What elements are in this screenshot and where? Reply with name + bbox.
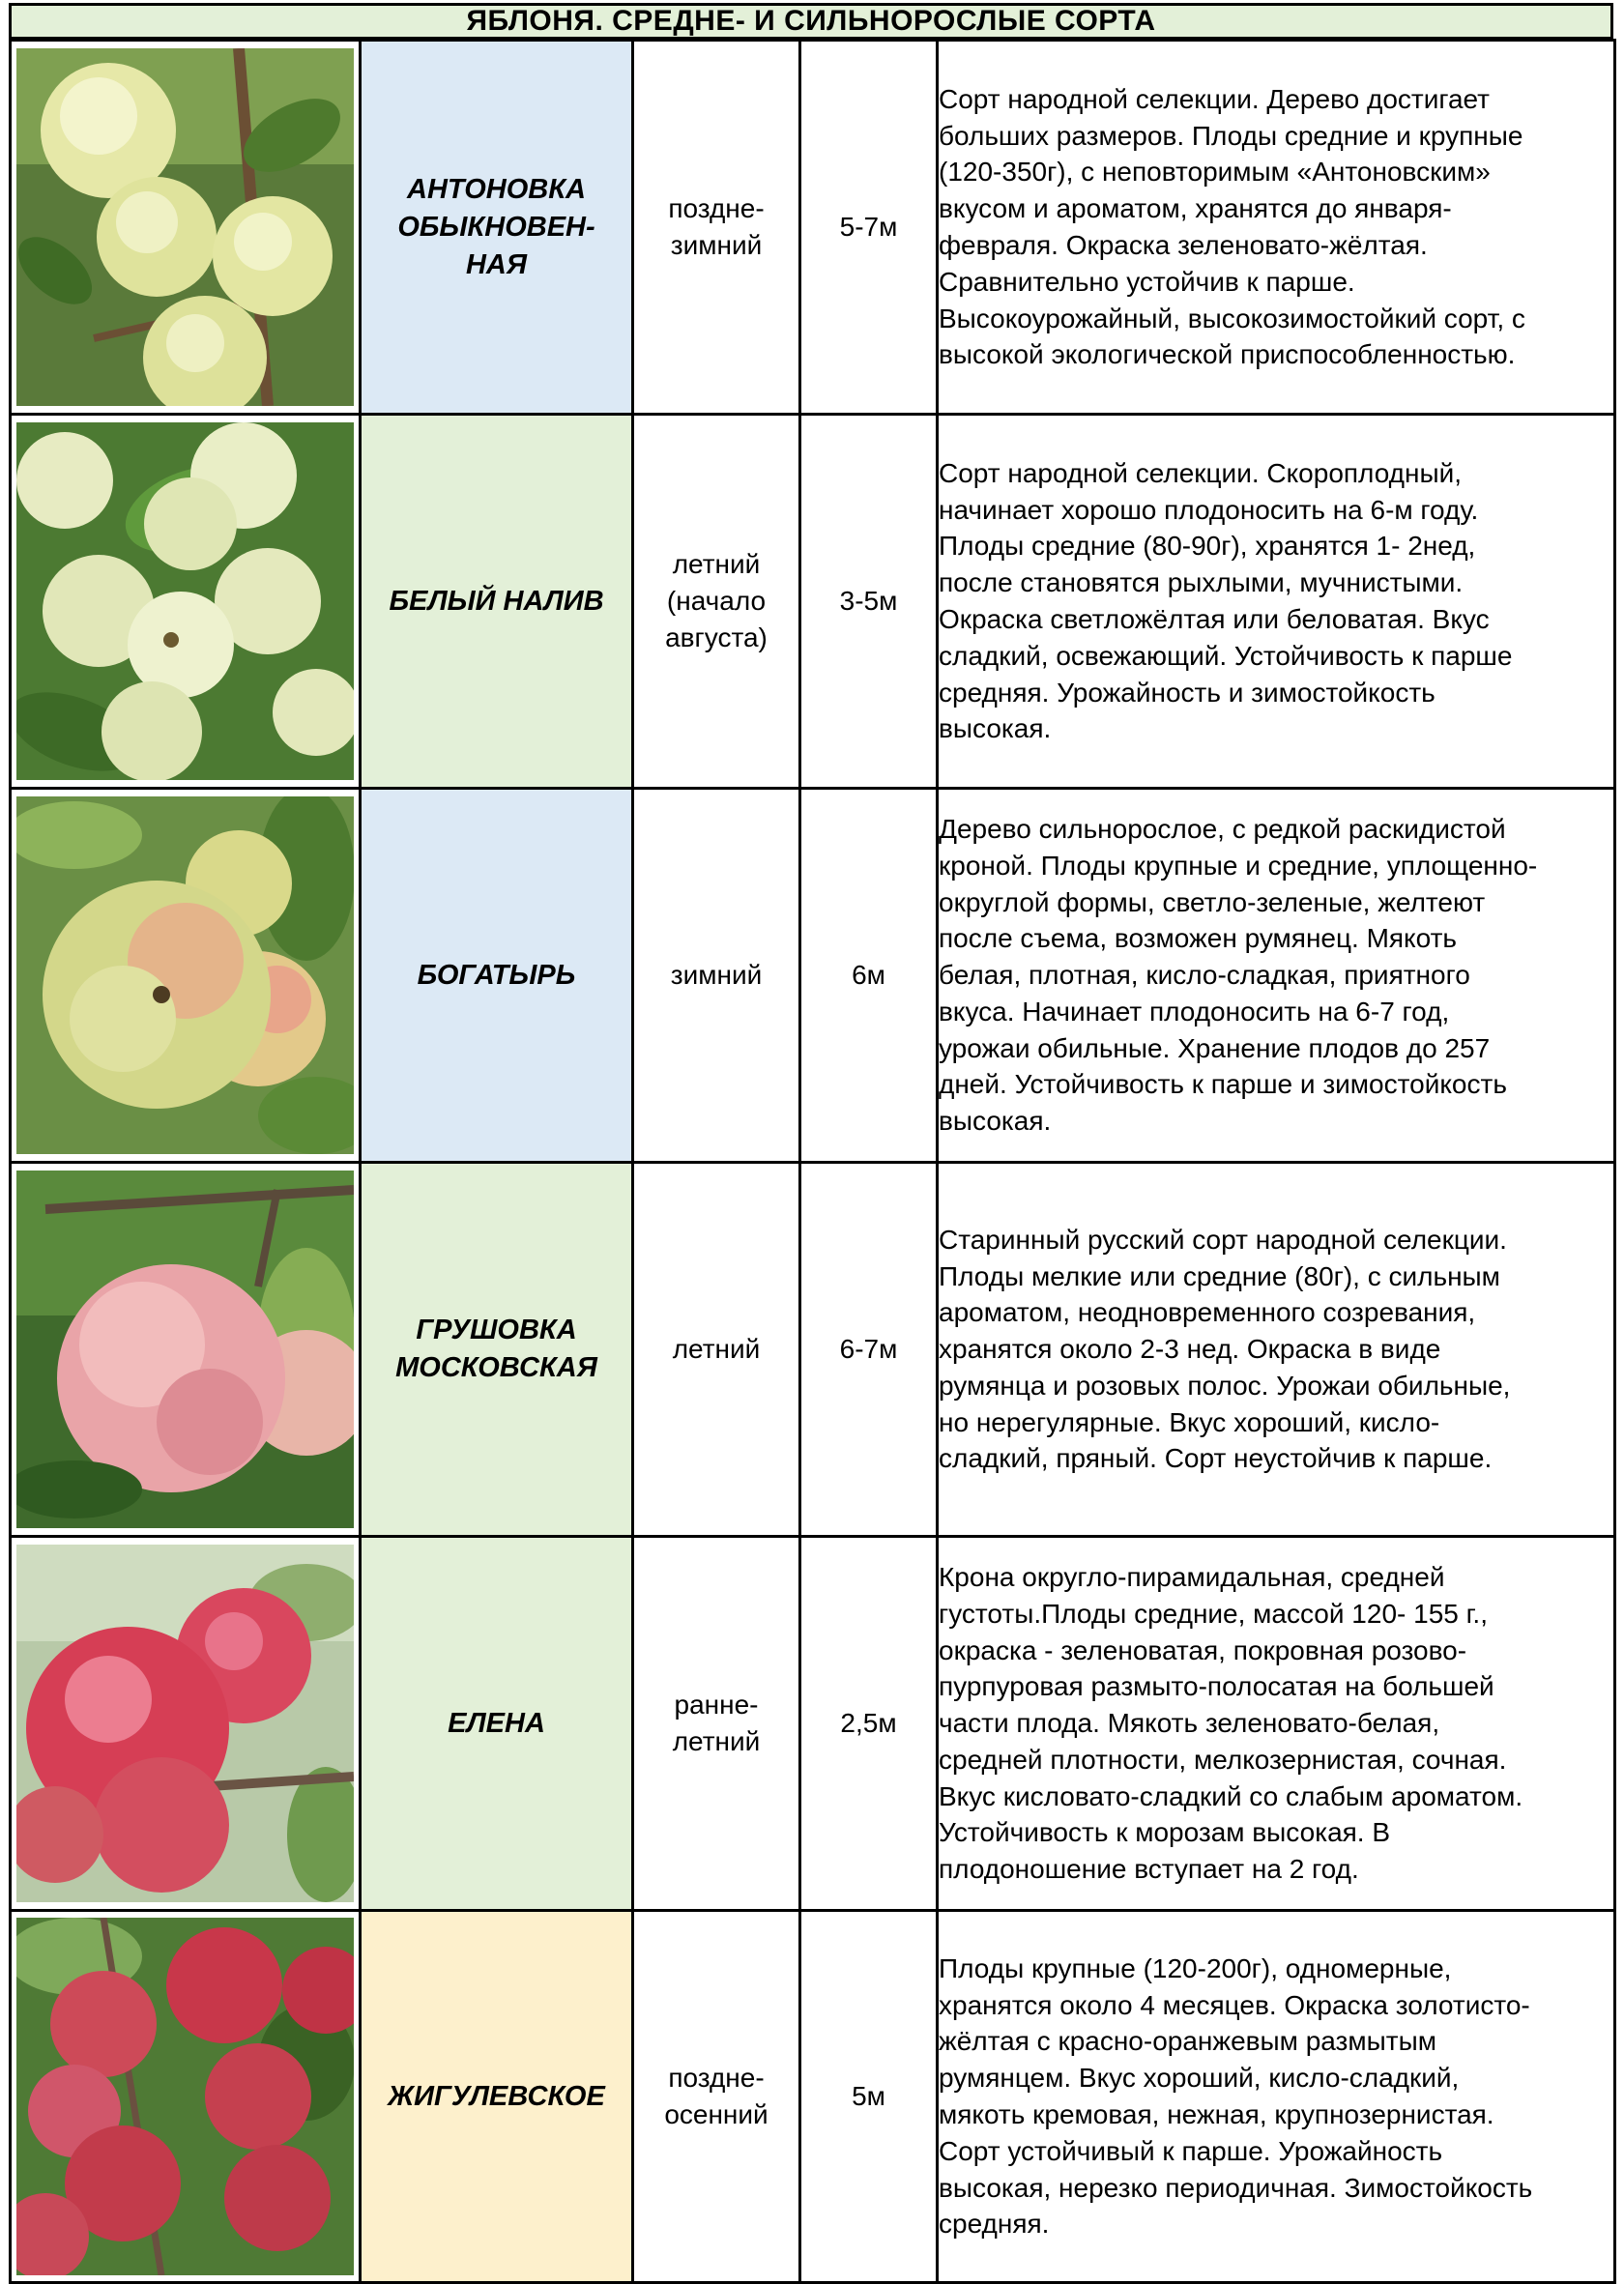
ripening-cell: [633, 415, 800, 789]
variety-description: Старинный русский сорт народной селекции. Плоды мелкие или средние (80г), с сильным ароматом, неодновременного созревания, хранятся около 2-3 нед. Окраска в виде румянца и розовых полос. Урожаи обильные, но нерегулярные. Вкус хороший, кисло- сладкий, пряный. Сорт неустойчив к парше.: [939, 1224, 1511, 1474]
variety-name-cell: [361, 1537, 633, 1911]
apple-photo-zhigulevskoe: [16, 1918, 354, 2275]
variety-description: Плоды крупные (120-200г), одномерные, хранятся около 4 месяцев. Окраска золотисто- жёлтая с красно-оранжевым размытым румянцем. Вкус хороший, кисло-сладкий, мякоть кремовая, нежная, крупнозернистая. Сорт устойчивый к парше. Урожайность высокая, нерезко периодичная. Зимостойкость средняя.: [939, 1952, 1533, 2240]
page-title: ЯБЛОНЯ. СРЕДНЕ- И СИЛЬНОРОСЛЫЕ СОРТА: [466, 5, 1156, 37]
apple-photo-antonovka: [16, 48, 354, 406]
variety-name-cell: [361, 415, 633, 789]
variety-row: [11, 41, 1615, 415]
variety-description: Крона округло-пирамидальная, средней густоты.Плоды средние, массой 120- 155 г., окраска - зеленоватая, покровная розово- пурпуровая размыто-полосатая на большей части плода. Мякоть зеленовато-белая, средней плотности, мелкозернистая, сочная. Вкус кисловато-сладкий со слабым ароматом. Устойчивость к морозам высокая. В плодоношение вступает на 2 год.: [939, 1561, 1523, 1885]
ripening-period: зимний: [670, 960, 763, 990]
variety-name-cell: [361, 1163, 633, 1537]
ripening-cell: [633, 1911, 800, 2283]
variety-description: Сорт народной селекции. Скороплодный, начинает хорошо плодоносить на 6-м году. Плоды средние (80-90г), хранятся 1- 2нед, после становятся рыхлыми, мучнистыми. Окраска светложёлтая или беловатая. Вкус сладкий, освежающий. Устойчивость к парше средняя. Урожайность и зимостойкость высокая.: [939, 457, 1513, 744]
variety-name: АНТОНОВКА ОБЫКНОВЕН- НАЯ: [397, 173, 595, 280]
varieties-table: [9, 39, 1616, 2284]
height-cell: [800, 1163, 938, 1537]
apple-photo-bogatyr: [16, 796, 354, 1154]
variety-row: [11, 1537, 1615, 1911]
variety-name-cell: [361, 41, 633, 415]
variety-name: БОГАТЫРЬ: [417, 959, 576, 991]
variety-row: [11, 1911, 1615, 2283]
ripening-period: поздне- зимний: [668, 193, 765, 260]
description-cell: [938, 789, 1615, 1163]
description-cell: [938, 415, 1615, 789]
title-bar: [9, 3, 1613, 40]
variety-name: БЕЛЫЙ НАЛИВ: [389, 585, 604, 617]
apple-photo-elena: [16, 1545, 354, 1902]
ripening-cell: [633, 1537, 800, 1911]
height-cell: [800, 1911, 938, 2283]
variety-name-cell: [361, 789, 633, 1163]
ripening-period: поздне- осенний: [664, 2063, 768, 2129]
variety-name: ГРУШОВКА МОСКОВСКАЯ: [395, 1315, 597, 1383]
description-cell: [938, 1911, 1615, 2283]
tree-height: 5-7м: [839, 212, 898, 242]
variety-description: Дерево сильнорослое, с редкой раскидистой кроной. Плоды крупные и средние, уплощенно- округлой формы, светло-зеленые, желтеют после съема, возможен румянец. Мякоть белая, плотная, кисло-сладкая, приятного вкуса. Начинает плодоносить на 6-7 год, урожаи обильные. Хранение плодов до 257 дней. Устойчивость к парше и зимостойкость высокая.: [939, 813, 1538, 1137]
height-cell: [800, 1537, 938, 1911]
ripening-period: летний: [672, 1334, 761, 1364]
variety-name: ЖИГУЛЕВСКОЕ: [388, 2080, 605, 2112]
ripening-period: ранне- летний: [672, 1690, 761, 1756]
description-cell: [938, 1163, 1615, 1537]
height-cell: [800, 789, 938, 1163]
tree-height: 5м: [852, 2081, 885, 2111]
tree-height: 2,5м: [840, 1708, 897, 1738]
variety-row: [11, 789, 1615, 1163]
description-cell: [938, 41, 1615, 415]
ripening-period: летний (начало августа): [665, 549, 768, 652]
apple-photo-grushovka: [16, 1171, 354, 1528]
variety-row: [11, 1163, 1615, 1537]
tree-height: 3-5м: [839, 586, 898, 616]
tree-height: 6-7м: [839, 1334, 898, 1364]
tree-height: 6м: [852, 960, 885, 990]
variety-name: ЕЛЕНА: [448, 1707, 545, 1739]
height-cell: [800, 41, 938, 415]
apple-photo-bely-naliv: [16, 422, 354, 780]
ripening-cell: [633, 41, 800, 415]
variety-name-cell: [361, 1911, 633, 2283]
variety-row: [11, 415, 1615, 789]
ripening-cell: [633, 1163, 800, 1537]
description-cell: [938, 1537, 1615, 1911]
variety-description: Сорт народной селекции. Дерево достигает больших размеров. Плоды средние и крупные (120-350г), с неповторимым «Антоновским» вкусом и ароматом, хранятся до января- февраля. Окраска зеленовато-жёлтая. Сравнительно устойчив к парше. Высокоурожайный, высокозимостойкий сорт, с высокой экологической приспособленностью.: [939, 83, 1525, 370]
ripening-cell: [633, 789, 800, 1163]
height-cell: [800, 415, 938, 789]
